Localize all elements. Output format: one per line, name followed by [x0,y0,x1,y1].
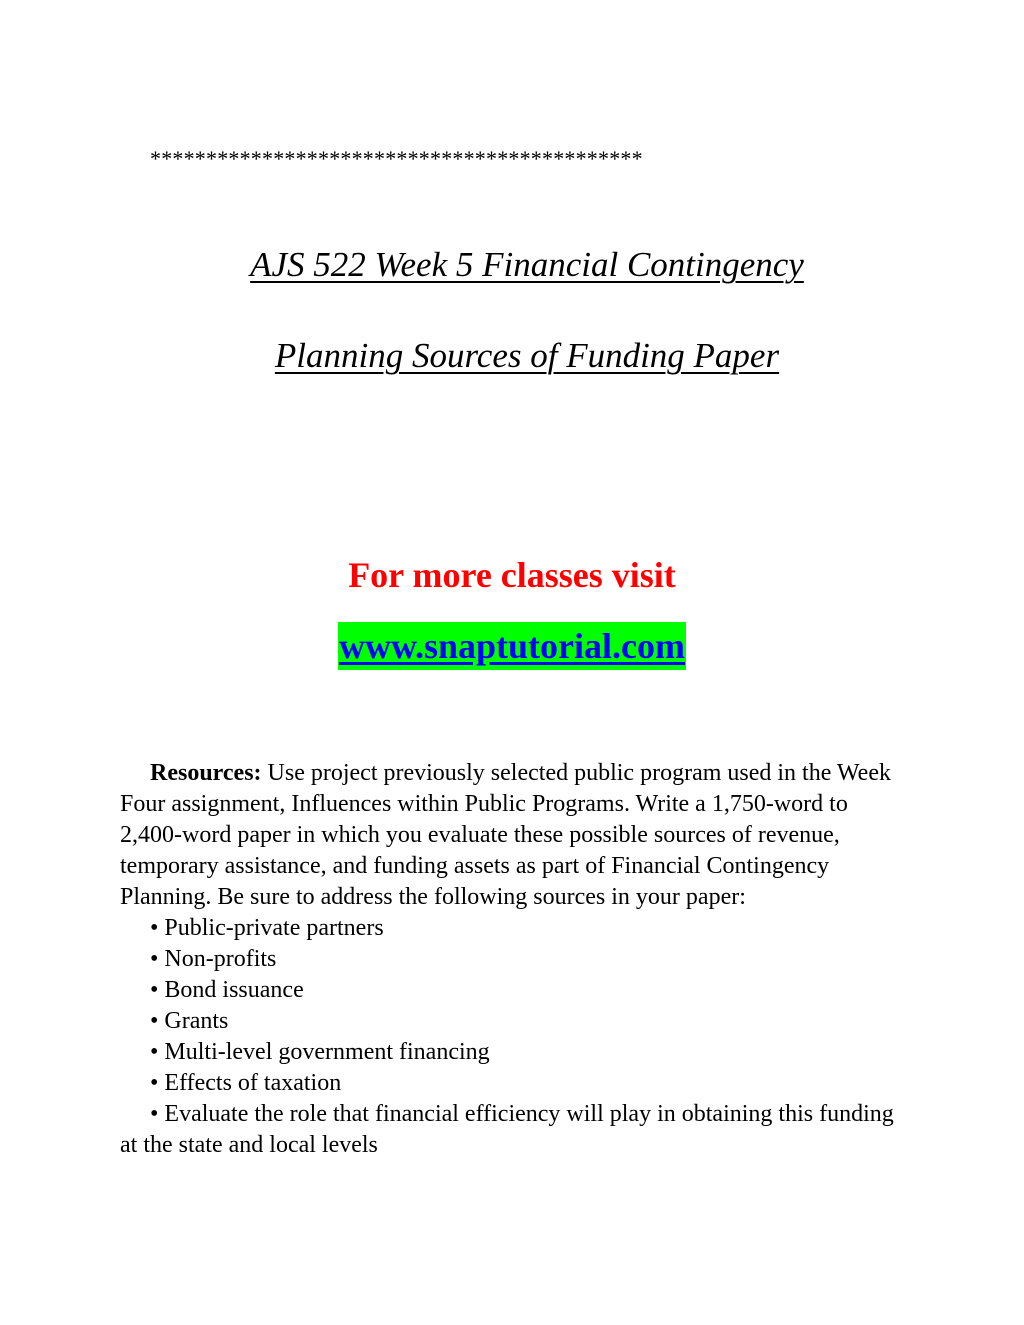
list-item: • Bond issuance [150,977,304,1003]
sources-list [120,913,910,1161]
list-item: • Grants [150,1008,229,1034]
resources-paragraph [120,758,910,913]
list-item: • Effects of taxation [150,1070,342,1096]
resources-label: Resources: [150,760,262,786]
promo-text: For more classes visit [348,555,676,595]
document-title-line-2: Planning Sources of Funding Paper [274,336,780,375]
document-title-line-1: AJS 522 Week 5 Financial Contingency [250,245,804,284]
assignment-body [120,758,910,1161]
list-item: • Non-profits [150,946,277,972]
list-item: • Public-private partners [150,915,384,941]
snaptutorial-link[interactable]: www.snaptutorial.com [338,622,686,670]
list-item: • Evaluate the role that financial efficiency will play in obtaining this funding at the state and local levels [120,1101,894,1158]
resources-text: Use project previously selected public program used in the Week Four assignment, Influences within Public Programs. Write a 1,750-word to 2,400-word paper in which you evaluate these possible sources of revenue, temporary assistance, and funding assets as part of Financial Contingency Planning. Be sure to address the following sources in your paper: [120,760,891,910]
separator-stars: ******************************************** [150,146,643,171]
list-item: • Multi-level government financing [150,1039,490,1065]
promo-link-wrapper [0,622,1024,670]
